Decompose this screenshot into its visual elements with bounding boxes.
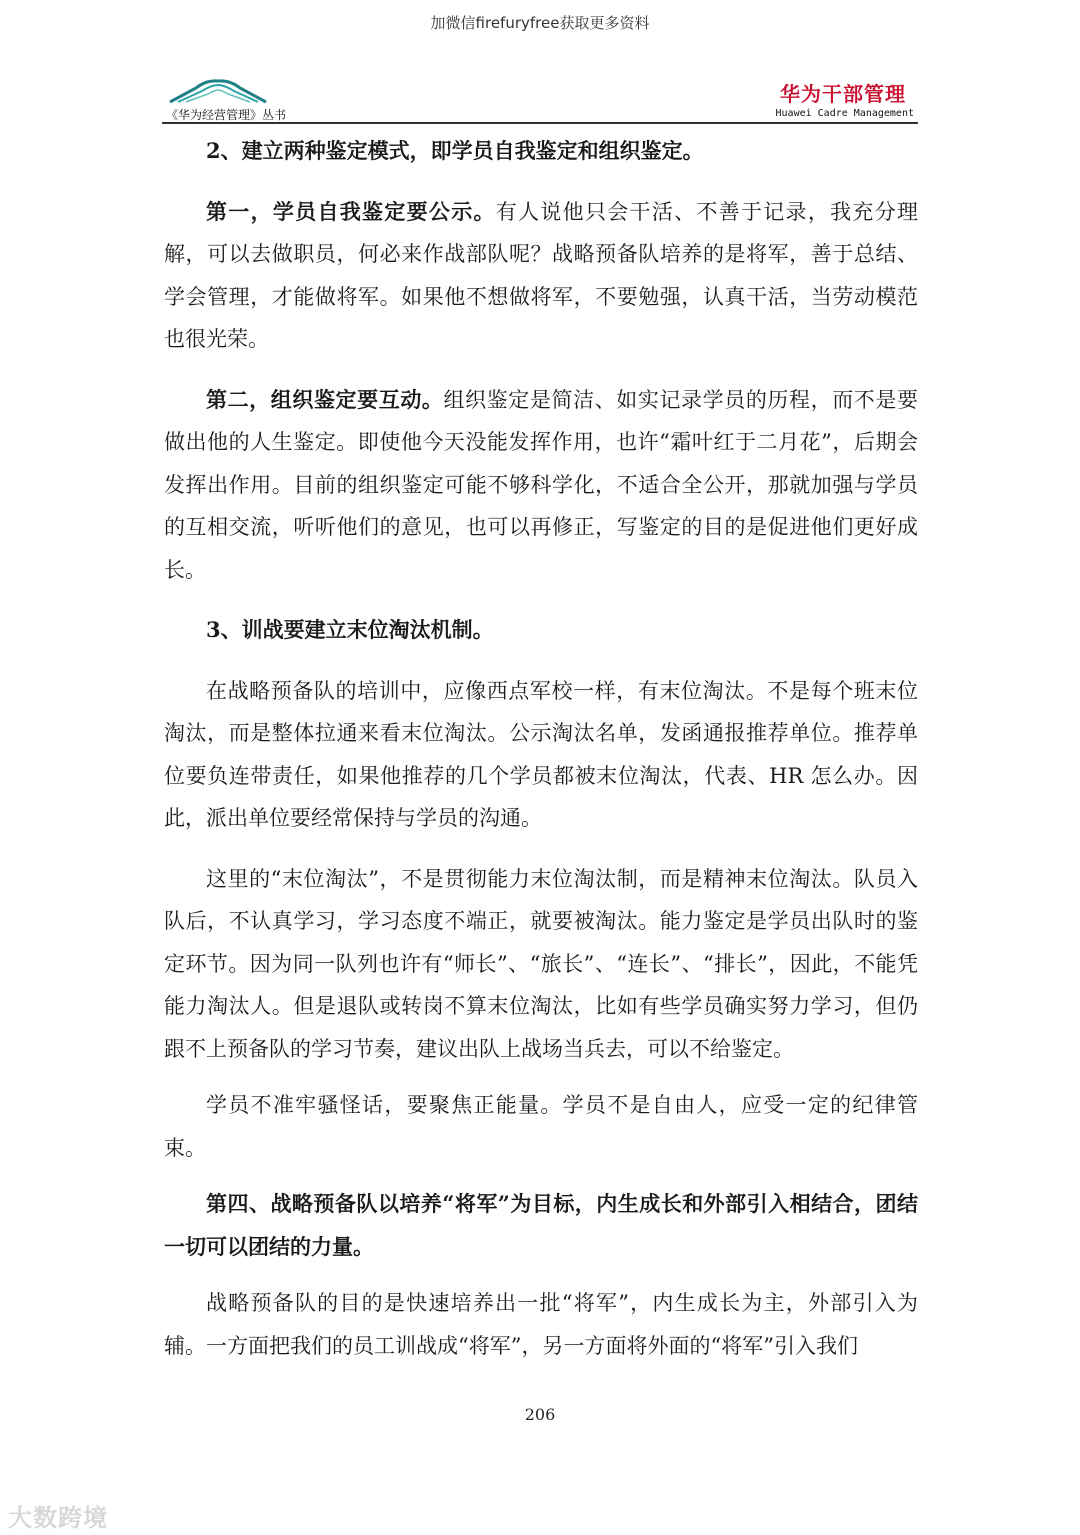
section-heading-3: 3、训战要建立末位淘汰机制。: [206, 617, 494, 642]
paragraph-self-assessment: [164, 191, 918, 361]
series-name: 《华为经营管理》丛书: [166, 108, 287, 122]
paragraph-body: 有人说他只会干活、不善于记录，我充分理解，可以去做职员，何必来作战部队呢？战略预备队培养的是将军，善于总结、学会管理，才能做将军。如果他不想做将军，不要勉强，认真干活，当劳动模范也很光荣。: [164, 199, 919, 351]
watermark: 大数跨境: [8, 1504, 108, 1532]
paragraph-elimination: 在战略预备队的培训中，应像西点军校一样，有末位淘汰。不是每个班末位淘汰，而是整体拉通来看末位淘汰。公示淘汰名单，发函通报推荐单位。推荐单位要负连带责任，如果他推荐的几个学员都被末位淘汰，代表、HR 怎么办。因此，派出单位要经常保持与学员的沟通。: [164, 678, 918, 830]
paragraph-lead: 第一，学员自我鉴定要公示。: [206, 198, 496, 224]
page-header: [162, 72, 918, 124]
mountain-logo-icon: [168, 78, 268, 104]
paragraph-org-assessment: [164, 379, 918, 592]
paragraph-elimination-detail: 这里的“末位淘汰”，不是贯彻能力末位淘汰制，而是精神末位淘汰。队员入队后，不认真学习，学习态度不端正，就要被淘汰。能力鉴定是学员出队时的鉴定环节。因为同一队列也许有“师长”、“旅长”、“连长”、“排长”，因此，不能凭能力淘汰人。但是退队或转岗不算末位淘汰，比如有些学员确实努力学习，但仍跟不上预备队的学习节奏，建议出队上战场当兵去，可以不给鉴定。: [164, 866, 918, 1061]
paragraph-goal: 战略预备队的目的是快速培养出一批“将军”，内生成长为主，外部引入为辅。一方面把我们的员工训战成“将军”，另一方面将外面的“将军”引入我们: [164, 1291, 918, 1358]
paragraph-body: 组织鉴定是简洁、如实记录学员的历程，而不是要做出他的人生鉴定。即使他今天没能发挥作用，也许“霜叶红于二月花”，后期会发挥出作用。目前的组织鉴定可能不够科学化，不适合全公开，那就加强与学员的互相交流，听听他们的意见，也可以再修正，写鉴定的目的是促进他们更好成长。: [164, 387, 918, 582]
header-title: 华为干部管理: [780, 82, 906, 106]
top-note: 加微信firefuryfree获取更多资料: [430, 14, 650, 32]
page-number: 206: [524, 1405, 556, 1424]
section-heading-4: 第四、战略预备队以培养“将军”为目标，内生成长和外部引入相结合，团结一切可以团结的力量。: [164, 1191, 918, 1259]
page-content: [164, 130, 918, 1367]
header-subtitle: Huawei Cadre Management: [775, 108, 914, 119]
paragraph-discipline: 学员不准牢骚怪话，要聚焦正能量。学员不是自由人，应受一定的纪律管束。: [164, 1093, 918, 1160]
paragraph-lead: 第二，组织鉴定要互动。: [206, 386, 444, 412]
section-heading-2: 2、建立两种鉴定模式，即学员自我鉴定和组织鉴定。: [206, 138, 704, 163]
header-rule: [162, 122, 918, 124]
